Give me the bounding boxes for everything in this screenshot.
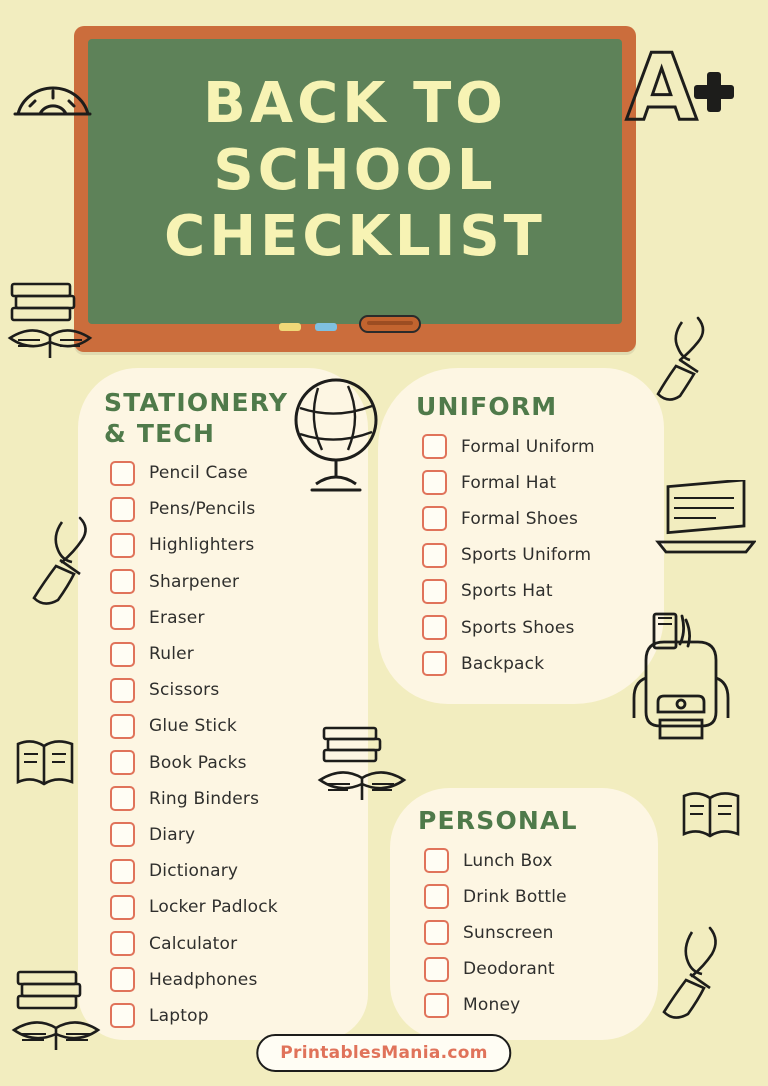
checkbox-icon[interactable] <box>422 470 447 495</box>
paintbrush-icon <box>652 920 730 1032</box>
books-stack-icon <box>4 278 96 366</box>
list-item-label: Glue Stick <box>149 716 237 737</box>
section-title-uniform <box>416 392 646 423</box>
list-item[interactable] <box>110 817 374 853</box>
checkbox-icon[interactable] <box>110 642 135 667</box>
list-item[interactable] <box>110 925 374 961</box>
checkbox-icon[interactable] <box>110 605 135 630</box>
paintbrush-icon <box>652 312 724 412</box>
list-item[interactable] <box>110 527 374 563</box>
chalkboard <box>74 26 636 352</box>
section-personal <box>418 806 648 1023</box>
checkbox-icon[interactable] <box>110 895 135 920</box>
list-item-label: Pens/Pencils <box>149 499 256 520</box>
list-item-label: Formal Hat <box>461 472 557 493</box>
checklist-uniform <box>422 429 646 682</box>
checkbox-icon[interactable] <box>110 497 135 522</box>
checkbox-icon[interactable] <box>110 786 135 811</box>
footer-brand[interactable]: PrintablesMania.com <box>256 1034 511 1072</box>
list-item-label: Dictionary <box>149 861 239 882</box>
list-item-label: Sports Shoes <box>461 617 575 638</box>
section-title-stationery-line-1: STATIONERY <box>104 388 289 417</box>
list-item-label: Scissors <box>149 680 220 701</box>
list-item-label: Sunscreen <box>463 922 554 943</box>
list-item-label: Pencil Case <box>149 463 248 484</box>
list-item-label: Headphones <box>149 969 258 990</box>
checkbox-icon[interactable] <box>422 506 447 531</box>
laptop-icon <box>652 480 756 564</box>
list-item-label: Formal Uniform <box>461 436 595 457</box>
list-item-label: Ring Binders <box>149 788 260 809</box>
checkbox-icon[interactable] <box>422 434 447 459</box>
list-item-label: Ruler <box>149 644 194 665</box>
checkbox-icon[interactable] <box>110 822 135 847</box>
section-uniform <box>416 392 646 682</box>
list-item[interactable] <box>422 573 646 609</box>
list-item-label: Diary <box>149 824 196 845</box>
checkbox-icon[interactable] <box>110 859 135 884</box>
list-item[interactable] <box>110 962 374 998</box>
list-item-label: Deodorant <box>463 959 555 980</box>
checkbox-icon[interactable] <box>110 1003 135 1028</box>
section-title-personal <box>418 806 648 837</box>
section-title-uniform-line-1: UNIFORM <box>416 392 558 421</box>
checkbox-icon[interactable] <box>110 750 135 775</box>
open-book-icon <box>680 784 744 844</box>
checklist-personal <box>424 843 648 1024</box>
list-item[interactable] <box>110 853 374 889</box>
list-item-label: Sports Hat <box>461 581 553 602</box>
a-plus-badge <box>626 34 736 146</box>
list-item-label: Sports Uniform <box>461 545 592 566</box>
chalkboard-surface <box>88 39 622 324</box>
backpack-icon <box>616 600 746 740</box>
list-item[interactable] <box>424 915 648 951</box>
section-title-stationery-line-2: & TECH <box>104 418 216 448</box>
list-item[interactable] <box>424 879 648 915</box>
list-item[interactable] <box>110 998 374 1034</box>
list-item[interactable] <box>424 843 648 879</box>
chalk-tray <box>275 318 435 334</box>
list-item[interactable] <box>424 987 648 1023</box>
globe-icon <box>288 366 384 498</box>
list-item[interactable] <box>424 951 648 987</box>
chalk-yellow-icon <box>279 323 301 331</box>
books-stack-icon <box>312 724 416 810</box>
page-title-line-2: SCHOOL <box>213 137 497 203</box>
plus-icon <box>694 72 734 112</box>
list-item[interactable] <box>422 501 646 537</box>
list-item[interactable] <box>110 636 374 672</box>
page-title-line-1: BACK TO <box>203 71 507 136</box>
checkbox-icon[interactable] <box>422 651 447 676</box>
list-item-label: Calculator <box>149 933 238 954</box>
blackboard-eraser-icon <box>359 315 421 333</box>
list-item-label: Laptop <box>149 1005 209 1026</box>
list-item[interactable] <box>422 609 646 645</box>
list-item-label: Highlighters <box>149 535 255 556</box>
checkbox-icon[interactable] <box>110 678 135 703</box>
list-item-label: Eraser <box>149 607 205 628</box>
paintbrush-icon <box>22 508 104 618</box>
list-item-label: Lunch Box <box>463 850 553 871</box>
list-item-label: Formal Shoes <box>461 508 579 529</box>
checkbox-icon[interactable] <box>422 543 447 568</box>
list-item[interactable] <box>422 646 646 682</box>
list-item[interactable] <box>110 564 374 600</box>
list-item[interactable] <box>422 465 646 501</box>
checkbox-icon[interactable] <box>424 993 449 1018</box>
list-item[interactable] <box>110 889 374 925</box>
checkbox-icon[interactable] <box>110 967 135 992</box>
checkbox-icon[interactable] <box>110 931 135 956</box>
checkbox-icon[interactable] <box>424 957 449 982</box>
list-item-label: Drink Bottle <box>463 886 567 907</box>
chalk-blue-icon <box>315 323 337 331</box>
section-title-personal-line-1: PERSONAL <box>418 806 578 835</box>
list-item[interactable] <box>110 600 374 636</box>
notebook-stack-icon <box>8 968 104 1078</box>
list-item-label: Money <box>463 995 521 1016</box>
checkbox-icon[interactable] <box>110 533 135 558</box>
list-item-label: Backpack <box>461 653 545 674</box>
checkbox-icon[interactable] <box>424 884 449 909</box>
checkbox-icon[interactable] <box>110 569 135 594</box>
protractor-icon <box>10 62 96 124</box>
list-item-label: Book Packs <box>149 752 247 773</box>
checkbox-icon[interactable] <box>422 615 447 640</box>
checkbox-icon[interactable] <box>422 579 447 604</box>
a-plus-letter: A <box>626 34 694 141</box>
list-item[interactable] <box>110 672 374 708</box>
checkbox-icon[interactable] <box>110 461 135 486</box>
checkbox-icon[interactable] <box>424 848 449 873</box>
list-item-label: Sharpener <box>149 571 240 592</box>
page-title-line-3: CHECKLIST <box>164 204 546 270</box>
list-item[interactable] <box>422 537 646 573</box>
checkbox-icon[interactable] <box>424 920 449 945</box>
checkbox-icon[interactable] <box>110 714 135 739</box>
page-title <box>88 71 622 271</box>
open-book-icon <box>14 732 78 792</box>
list-item-label: Locker Padlock <box>149 897 278 918</box>
list-item[interactable] <box>422 429 646 465</box>
